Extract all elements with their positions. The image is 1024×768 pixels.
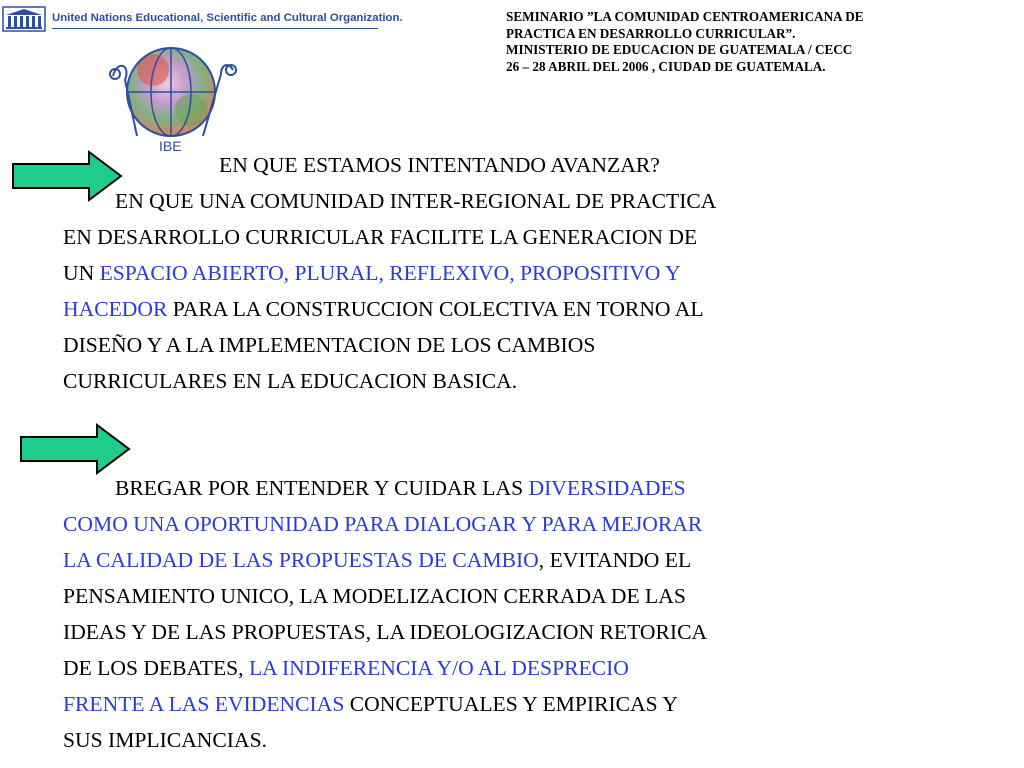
highlight-text: DIVERSIDADES <box>528 476 686 500</box>
body-text: CONCEPTUALES Y EMPIRICAS Y <box>344 692 678 716</box>
section1-line <box>63 183 1023 219</box>
highlight-text: ESPACIO ABIERTO, PLURAL, REFLEXIVO, PROPOSITIVO Y <box>99 261 681 285</box>
unesco-underline <box>52 28 378 29</box>
unesco-title: United Nations Educational, Scientific and Cultural Organization. <box>52 12 403 24</box>
arrow-right-icon <box>19 423 131 475</box>
section2-line <box>63 542 1023 578</box>
section1-line <box>63 291 1023 327</box>
seminar-line-3: MINISTERIO DE EDUCACION DE GUATEMALA / CECC <box>506 42 853 58</box>
body-text: DE LOS DEBATES, <box>63 656 249 680</box>
seminar-line-1: SEMINARIO ”LA COMUNIDAD CENTROAMERICANA DE <box>506 9 864 24</box>
section2-line <box>63 470 1023 506</box>
body-text: , EVITANDO EL <box>538 548 692 572</box>
body-text: SUS IMPLICANCIAS. <box>63 728 267 752</box>
section1-line <box>63 363 1023 399</box>
body-text: DISEÑO Y A LA IMPLEMENTACION DE LOS CAMBIOS <box>63 333 596 357</box>
body-text: BREGAR POR ENTENDER Y CUIDAR LAS <box>115 476 529 500</box>
seminar-header <box>506 9 1006 75</box>
body-text: PENSAMIENTO UNICO, LA MODELIZACION CERRADA DE LAS <box>63 584 686 608</box>
section1-question: EN QUE ESTAMOS INTENTANDO AVANZAR? <box>219 153 660 177</box>
section1-paragraph <box>63 183 1023 399</box>
body-text: CURRICULARES EN LA EDUCACION BASICA. <box>63 369 518 393</box>
seminar-line-2: PRACTICA EN DESARROLLO CURRICULAR”. <box>506 25 796 41</box>
body-text: IDEAS Y DE LAS PROPUESTAS, LA IDEOLOGIZACION RETORICA <box>63 620 708 644</box>
section1-line <box>63 255 1023 291</box>
section1-line <box>63 219 1023 255</box>
highlight-text: LA CALIDAD DE LAS PROPUESTAS DE CAMBIO <box>63 548 539 572</box>
section2-paragraph <box>63 470 1023 758</box>
highlight-text: FRENTE A LAS EVIDENCIAS <box>63 692 345 716</box>
body-text: EN QUE UNA COMUNIDAD INTER-REGIONAL DE PRACTICA <box>115 189 717 213</box>
section2-line <box>63 614 1023 650</box>
section2-line <box>63 686 1023 722</box>
body-text: PARA LA CONSTRUCCION COLECTIVA EN TORNO AL <box>167 297 704 321</box>
section2-line <box>63 506 1023 542</box>
ibe-label: IBE <box>159 138 182 154</box>
unesco-temple-icon <box>2 6 46 32</box>
section2-line <box>63 650 1023 686</box>
highlight-text: HACEDOR <box>63 297 168 321</box>
seminar-line-4: 26 – 28 ABRIL DEL 2006 , CIUDAD DE GUATEMALA. <box>506 58 826 74</box>
section1-line <box>63 327 1023 363</box>
highlight-text: LA INDIFERENCIA Y/O AL DESPRECIO <box>248 656 629 680</box>
section2-line <box>63 722 1023 758</box>
body-text: EN DESARROLLO CURRICULAR FACILITE LA GENERACION DE <box>63 225 698 249</box>
highlight-text: COMO UNA OPORTUNIDAD PARA DIALOGAR Y PARA MEJORAR <box>63 512 703 536</box>
section2-line <box>63 578 1023 614</box>
body-text: UN <box>63 261 100 285</box>
